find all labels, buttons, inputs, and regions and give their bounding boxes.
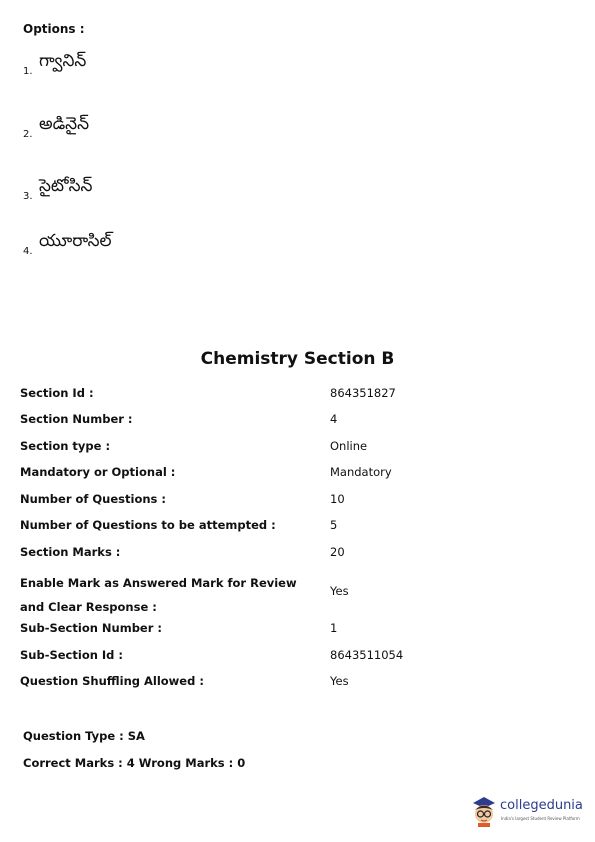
logo-wordmark: collegedunia	[500, 798, 583, 813]
info-label: Enable Mark as Answered Mark for Review and Clear Response :	[20, 576, 297, 614]
info-value: 4	[330, 412, 338, 426]
info-value: Online	[330, 439, 368, 453]
option-text: అడినైన్	[39, 114, 90, 134]
question-type: Question Type : SA	[23, 729, 145, 743]
info-value: 5	[330, 518, 338, 532]
info-value: 10	[330, 492, 345, 506]
option-text: సైటోసిన్	[39, 176, 93, 196]
option-text: గ్వానిన్	[39, 51, 87, 71]
info-value: 20	[330, 545, 345, 559]
option-number: 2.	[23, 129, 33, 140]
collegedunia-logo	[470, 795, 585, 829]
info-label: Question Shuffling Allowed :	[20, 674, 204, 688]
info-label: Section Id :	[20, 386, 94, 400]
section-title: Chemistry Section B	[200, 349, 395, 369]
info-value: Yes	[330, 584, 349, 598]
option-number: 4.	[23, 246, 33, 257]
option-text: యూరాసిల్	[39, 231, 112, 251]
info-value: Yes	[330, 674, 349, 688]
options-heading: Options :	[23, 22, 85, 36]
info-label: Section Marks :	[20, 545, 121, 559]
info-value: 8643511054	[330, 648, 404, 662]
info-label: Number of Questions to be attempted :	[20, 518, 276, 532]
option-number: 1.	[23, 66, 33, 77]
info-value: 1	[330, 621, 338, 635]
info-label: Mandatory or Optional :	[20, 465, 176, 479]
info-label: Sub-Section Id :	[20, 648, 124, 662]
info-value: Mandatory	[330, 465, 392, 479]
info-label: Section type :	[20, 439, 111, 453]
info-label: Number of Questions :	[20, 492, 166, 506]
info-value: 864351827	[330, 386, 396, 400]
option-number: 3.	[23, 191, 33, 202]
info-label: Sub-Section Number :	[20, 621, 163, 635]
info-label: Section Number :	[20, 412, 133, 426]
question-marks: Correct Marks : 4 Wrong Marks : 0	[23, 756, 246, 770]
logo-tagline: India's largest Student Review Platform	[501, 816, 580, 821]
mascot-icon	[470, 795, 498, 827]
